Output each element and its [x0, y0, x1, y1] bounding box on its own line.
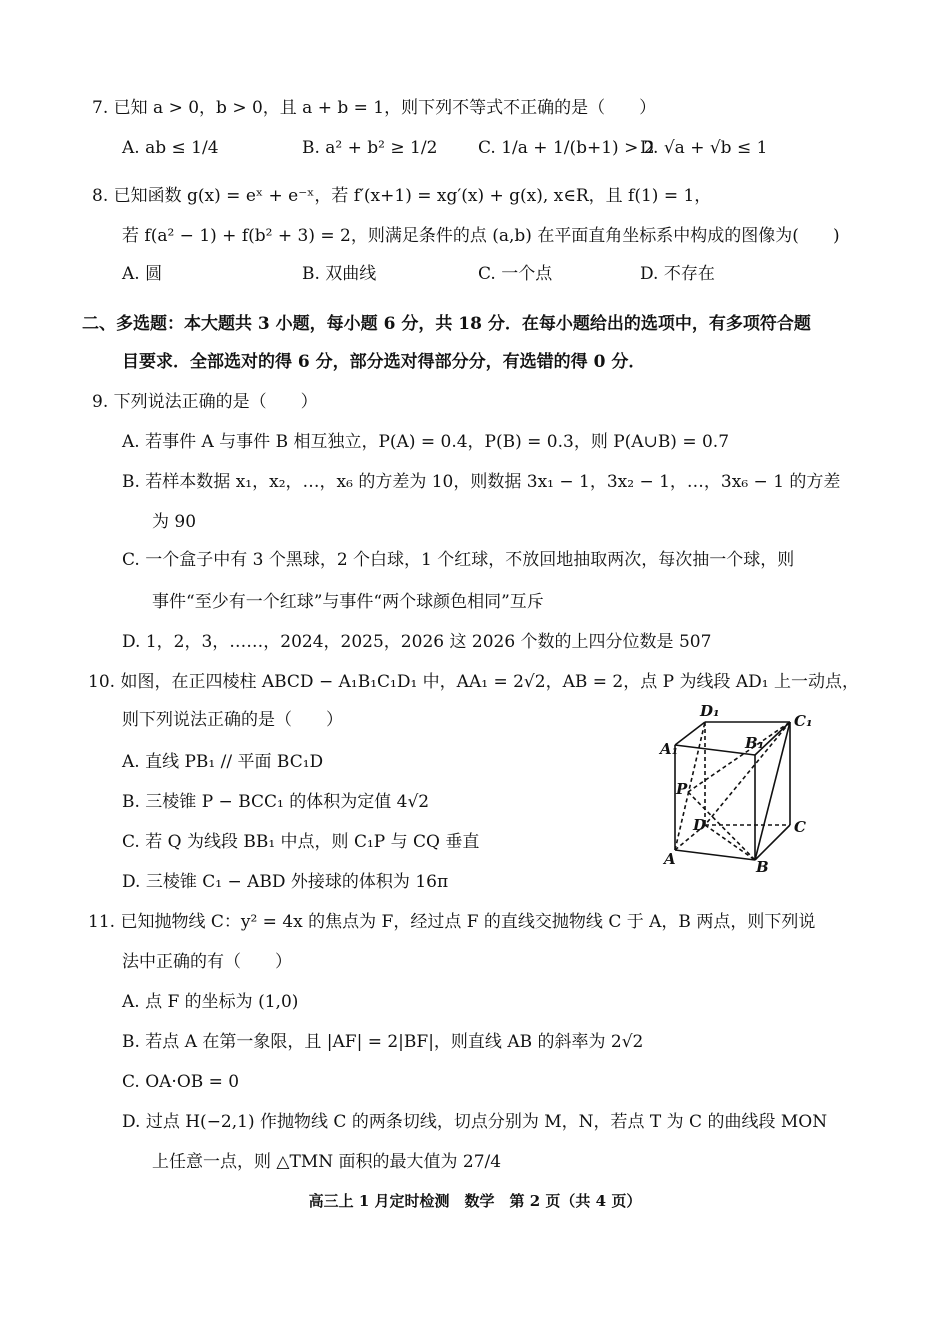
q9-option-c-line1: C. 一个盒子中有 3 个黑球，2 个白球，1 个红球，不放回地抽取两次，每次抽一个球，则 [122, 550, 795, 570]
edge-ab [675, 850, 755, 860]
q10-option-d: D. 三棱锥 C₁ − ABD 外接球的体积为 16π [122, 872, 449, 892]
label-a: A [664, 850, 676, 868]
label-b: B [756, 858, 769, 876]
label-p: P [676, 780, 688, 798]
q7-stem: 7. 已知 a > 0，b > 0，且 a + b = 1，则下列不等式不正确的是（ ） [92, 98, 657, 118]
q11-stem-line2: 法中正确的有（ ） [122, 952, 292, 972]
q10-option-a: A. 直线 PB₁ // 平面 BC₁D [122, 752, 324, 772]
section2-heading-line1: 二、多选题：本大题共 3 小题，每小题 6 分，共 18 分．在每小题给出的选项中，有多项符合题 [82, 314, 811, 334]
q8-option-c: C. 一个点 [478, 264, 553, 284]
q9-option-a: A. 若事件 A 与事件 B 相互独立，P(A) = 0.4，P(B) = 0.3，则 P(A∪B) = 0.7 [122, 432, 730, 452]
edge-a1d1 [675, 722, 705, 745]
q10-option-c: C. 若 Q 为线段 BB₁ 中点，则 C₁P 与 CQ 垂直 [122, 832, 480, 852]
label-a1: A₁ [660, 740, 679, 758]
q8-option-d: D. 不存在 [640, 264, 715, 284]
q11-stem-line1: 11. 已知抛物线 C：y² = 4x 的焦点为 F，经过点 F 的直线交抛物线 C 于 A，B 两点，则下列说 [88, 912, 816, 932]
q10-stem-line2: 则下列说法正确的是（ ） [122, 710, 343, 730]
q10-option-b: B. 三棱锥 P − BCC₁ 的体积为定值 4√2 [122, 792, 430, 812]
prism-figure [660, 700, 820, 880]
q8-option-b: B. 双曲线 [302, 264, 377, 284]
q11-option-d-line2: 上任意一点，则 △TMN 面积的最大值为 27/4 [152, 1152, 502, 1172]
q11-option-d-line1: D. 过点 H(−2,1) 作抛物线 C 的两条切线，切点分别为 M，N，若点 T 为 C 的曲线段 MON [122, 1112, 828, 1132]
q7-option-b: B. a² + b² ≥ 1/2 [302, 138, 438, 158]
q9-option-c-line2: 事件“至少有一个红球”与事件“两个球颜色相同”互斥 [152, 592, 544, 612]
q8-option-a: A. 圆 [122, 264, 163, 284]
q11-option-c: C. OA·OB = 0 [122, 1072, 240, 1092]
edge-a1b1 [675, 745, 755, 755]
q9-option-b-line2: 为 90 [152, 512, 197, 532]
q9-option-d: D. 1，2，3，……，2024，2025，2026 这 2026 个数的上四分位数是 507 [122, 632, 712, 652]
q8-stem-line1: 8. 已知函数 g(x) = eˣ + e⁻ˣ，若 f′(x+1) = xg′(x) + g(x), x∈R，且 f(1) = 1， [92, 186, 712, 206]
q7-option-d: D. √a + √b ≤ 1 [640, 138, 768, 158]
label-c: C [794, 818, 806, 836]
section2-heading-line2: 目要求．全部选对的得 6 分，部分选对得部分分，有选错的得 0 分． [122, 352, 646, 372]
q7-option-c: C. 1/a + 1/(b+1) > 2 [478, 138, 655, 158]
label-d1: D₁ [700, 702, 720, 720]
q11-option-b: B. 若点 A 在第一象限，且 |AF| = 2|BF|，则直线 AB 的斜率为 2√2 [122, 1032, 644, 1052]
q7-option-a: A. ab ≤ 1/4 [122, 138, 219, 158]
label-b1: B₁ [745, 734, 765, 752]
label-c1: C₁ [794, 712, 813, 730]
q9-option-b-line1: B. 若样本数据 x₁，x₂，…，x₆ 的方差为 10，则数据 3x₁ − 1，3x₂ − 1，…，3x₆ − 1 的方差 [122, 472, 841, 492]
q8-stem-line2: 若 f(a² − 1) + f(b² + 3) = 2，则满足条件的点 (a,b) 在平面直角坐标系中构成的图像为( ) [122, 226, 840, 246]
q11-option-a: A. 点 F 的坐标为 (1,0) [122, 992, 299, 1012]
page-footer: 高三上 1 月定时检测 数学 第 2 页（共 4 页） [308, 1192, 642, 1210]
q10-stem-line1: 10. 如图，在正四棱柱 ABCD − A₁B₁C₁D₁ 中，AA₁ = 2√2，AB = 2，点 P 为线段 AD₁ 上一动点， [88, 672, 859, 692]
label-d: D [693, 816, 707, 834]
q9-stem: 9. 下列说法正确的是（ ） [92, 392, 318, 412]
